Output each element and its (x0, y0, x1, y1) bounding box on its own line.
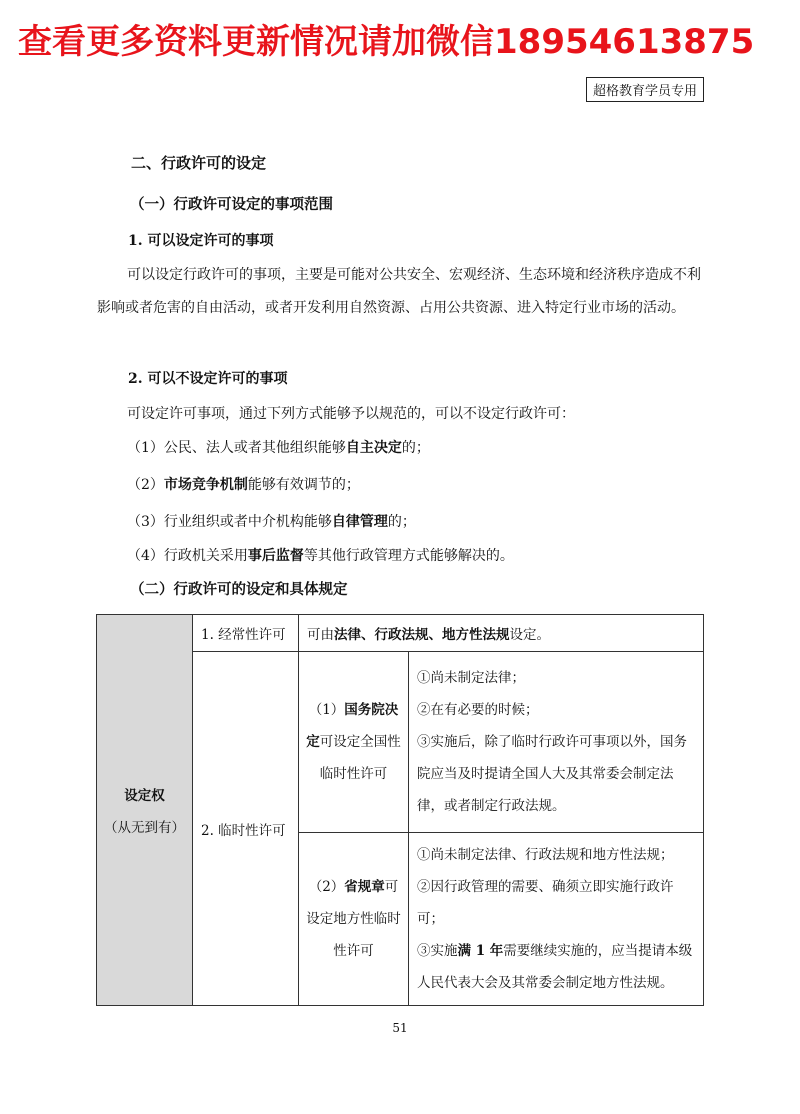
regular-permit-text: 可由法律、行政法规、地方性法规设定。 (299, 615, 704, 652)
promo-banner: 查看更多资料更新情况请加微信18954613875 (18, 22, 755, 62)
state-council-cell: （1）国务院决定可设定全国性临时性许可 (299, 652, 409, 833)
item-2-intro: 可设定许可事项，通过下列方式能够予以规范的，可以不设定行政许可： (127, 406, 575, 422)
subsection-2-title: （二）行政许可的设定和具体规定 (130, 581, 348, 598)
list-item: （1）公民、法人或者其他组织能够自主决定的； (127, 440, 430, 456)
provincial-rule-cell: （2）省规章可设定地方性临时性许可 (299, 833, 409, 1006)
list-item: （3）行业组织或者中介机构能够自律管理的； (127, 514, 416, 530)
rules-table (96, 614, 704, 1006)
item-1-title: 1. 可以设定许可的事项 (128, 233, 274, 249)
page-number: 51 (392, 1021, 408, 1035)
temporary-permit-label: 2. 临时性许可 (193, 652, 299, 1006)
item-2-title: 2. 可以不设定许可的事项 (128, 371, 288, 387)
authority-cell: 设定权 （从无到有） (97, 615, 193, 1006)
list-item: （4）行政机关采用事后监督等其他行政管理方式能够解决的。 (127, 548, 514, 564)
subsection-1-title: （一）行政许可设定的事项范围 (130, 196, 333, 213)
list-item: （2）市场竞争机制能够有效调节的； (127, 477, 360, 493)
item-1-text: 可以设定行政许可的事项，主要是可能对公共安全、宏观经济、生态环境和经济秩序造成不利影响或者危害的自由活动，或者开发利用自然资源、占用公共资源、进入特定行业市场的活动。 (97, 267, 701, 316)
regular-permit-label: 1. 经常性许可 (193, 615, 299, 652)
header-tag: 超格教育学员专用 (586, 77, 704, 102)
section-title: 二、行政许可的设定 (131, 154, 267, 172)
state-council-conditions: ①尚未制定法律； ②在有必要的时候； ③实施后，除了临时行政许可事项以外，国务院应当及时提请全国人大及其常委会制定法律，或者制定行政法规。 (409, 652, 704, 833)
provincial-rule-conditions: ①尚未制定法律、行政法规和地方性法规； ②因行政管理的需要、确须立即实施行政许可； ③实施满 1 年需要继续实施的，应当提请本级人民代表大会及其常委会制定地方性法规。 (409, 833, 704, 1006)
